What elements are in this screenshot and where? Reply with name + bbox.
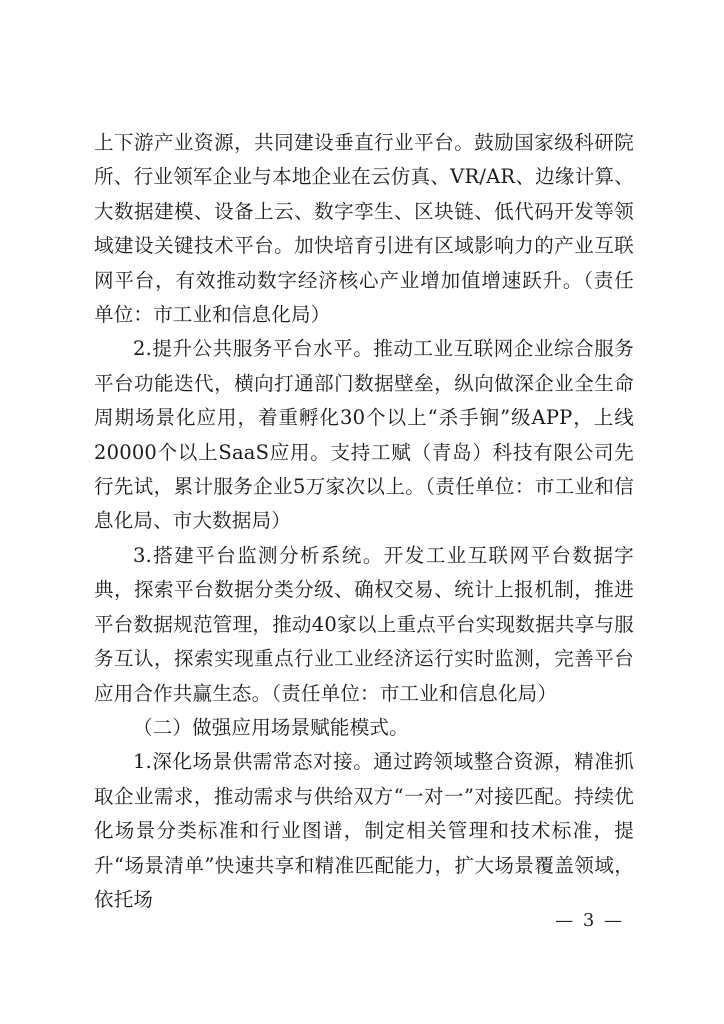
- document-body: [94, 126, 634, 917]
- paragraph-item-1: 1.深化场景供需常态对接。通过跨领域整合资源，精准抓取企业需求，推动需求与供给双方“一对一”对接匹配。持续优化场景分类标准和行业图谱，制定相关管理和技术标准，提升“场景清单”快速共享和精准匹配能力，扩大场景覆盖领域，依托场: [94, 750, 634, 911]
- paragraph-continuation: 上下游产业资源，共同建设垂直行业平台。鼓励国家级科研院所、行业领军企业与本地企业在云仿真、VR/AR、边缘计算、大数据建模、设备上云、数字孪生、区块链、低代码开发等领域建设关键技术平台。加快培育引进有区域影响力的产业互联网平台，有效推动数字经济核心产业增加值增速跃升。（责任单位：市工业和信息化局）: [94, 131, 634, 327]
- page-number: — 3 —: [555, 910, 624, 931]
- paragraph-item-3: 3.搭建平台监测分析系统。开发工业互联网平台数据字典，探索平台数据分类分级、确权交易、统计上报机制，推进平台数据规范管理，推动40家以上重点平台实现数据共享与服务互认，探索实现重点行业工业经济运行实时监测，完善平台应用合作共赢生态。（责任单位：市工业和信息化局）: [94, 543, 634, 705]
- paragraph-item-2: 2.提升公共服务平台水平。推动工业互联网企业综合服务平台功能迭代，横向打通部门数据壁垒，纵向做深企业全生命周期场景化应用，着重孵化30个以上“杀手锏”级APP，上线20000个以上SaaS应用。支持工赋（青岛）科技有限公司先行先试，累计服务企业5万家次以上。（责任单位：市工业和信息化局、市大数据局）: [94, 337, 634, 533]
- section-heading: （二）做强应用场景赋能模式。: [133, 715, 409, 739]
